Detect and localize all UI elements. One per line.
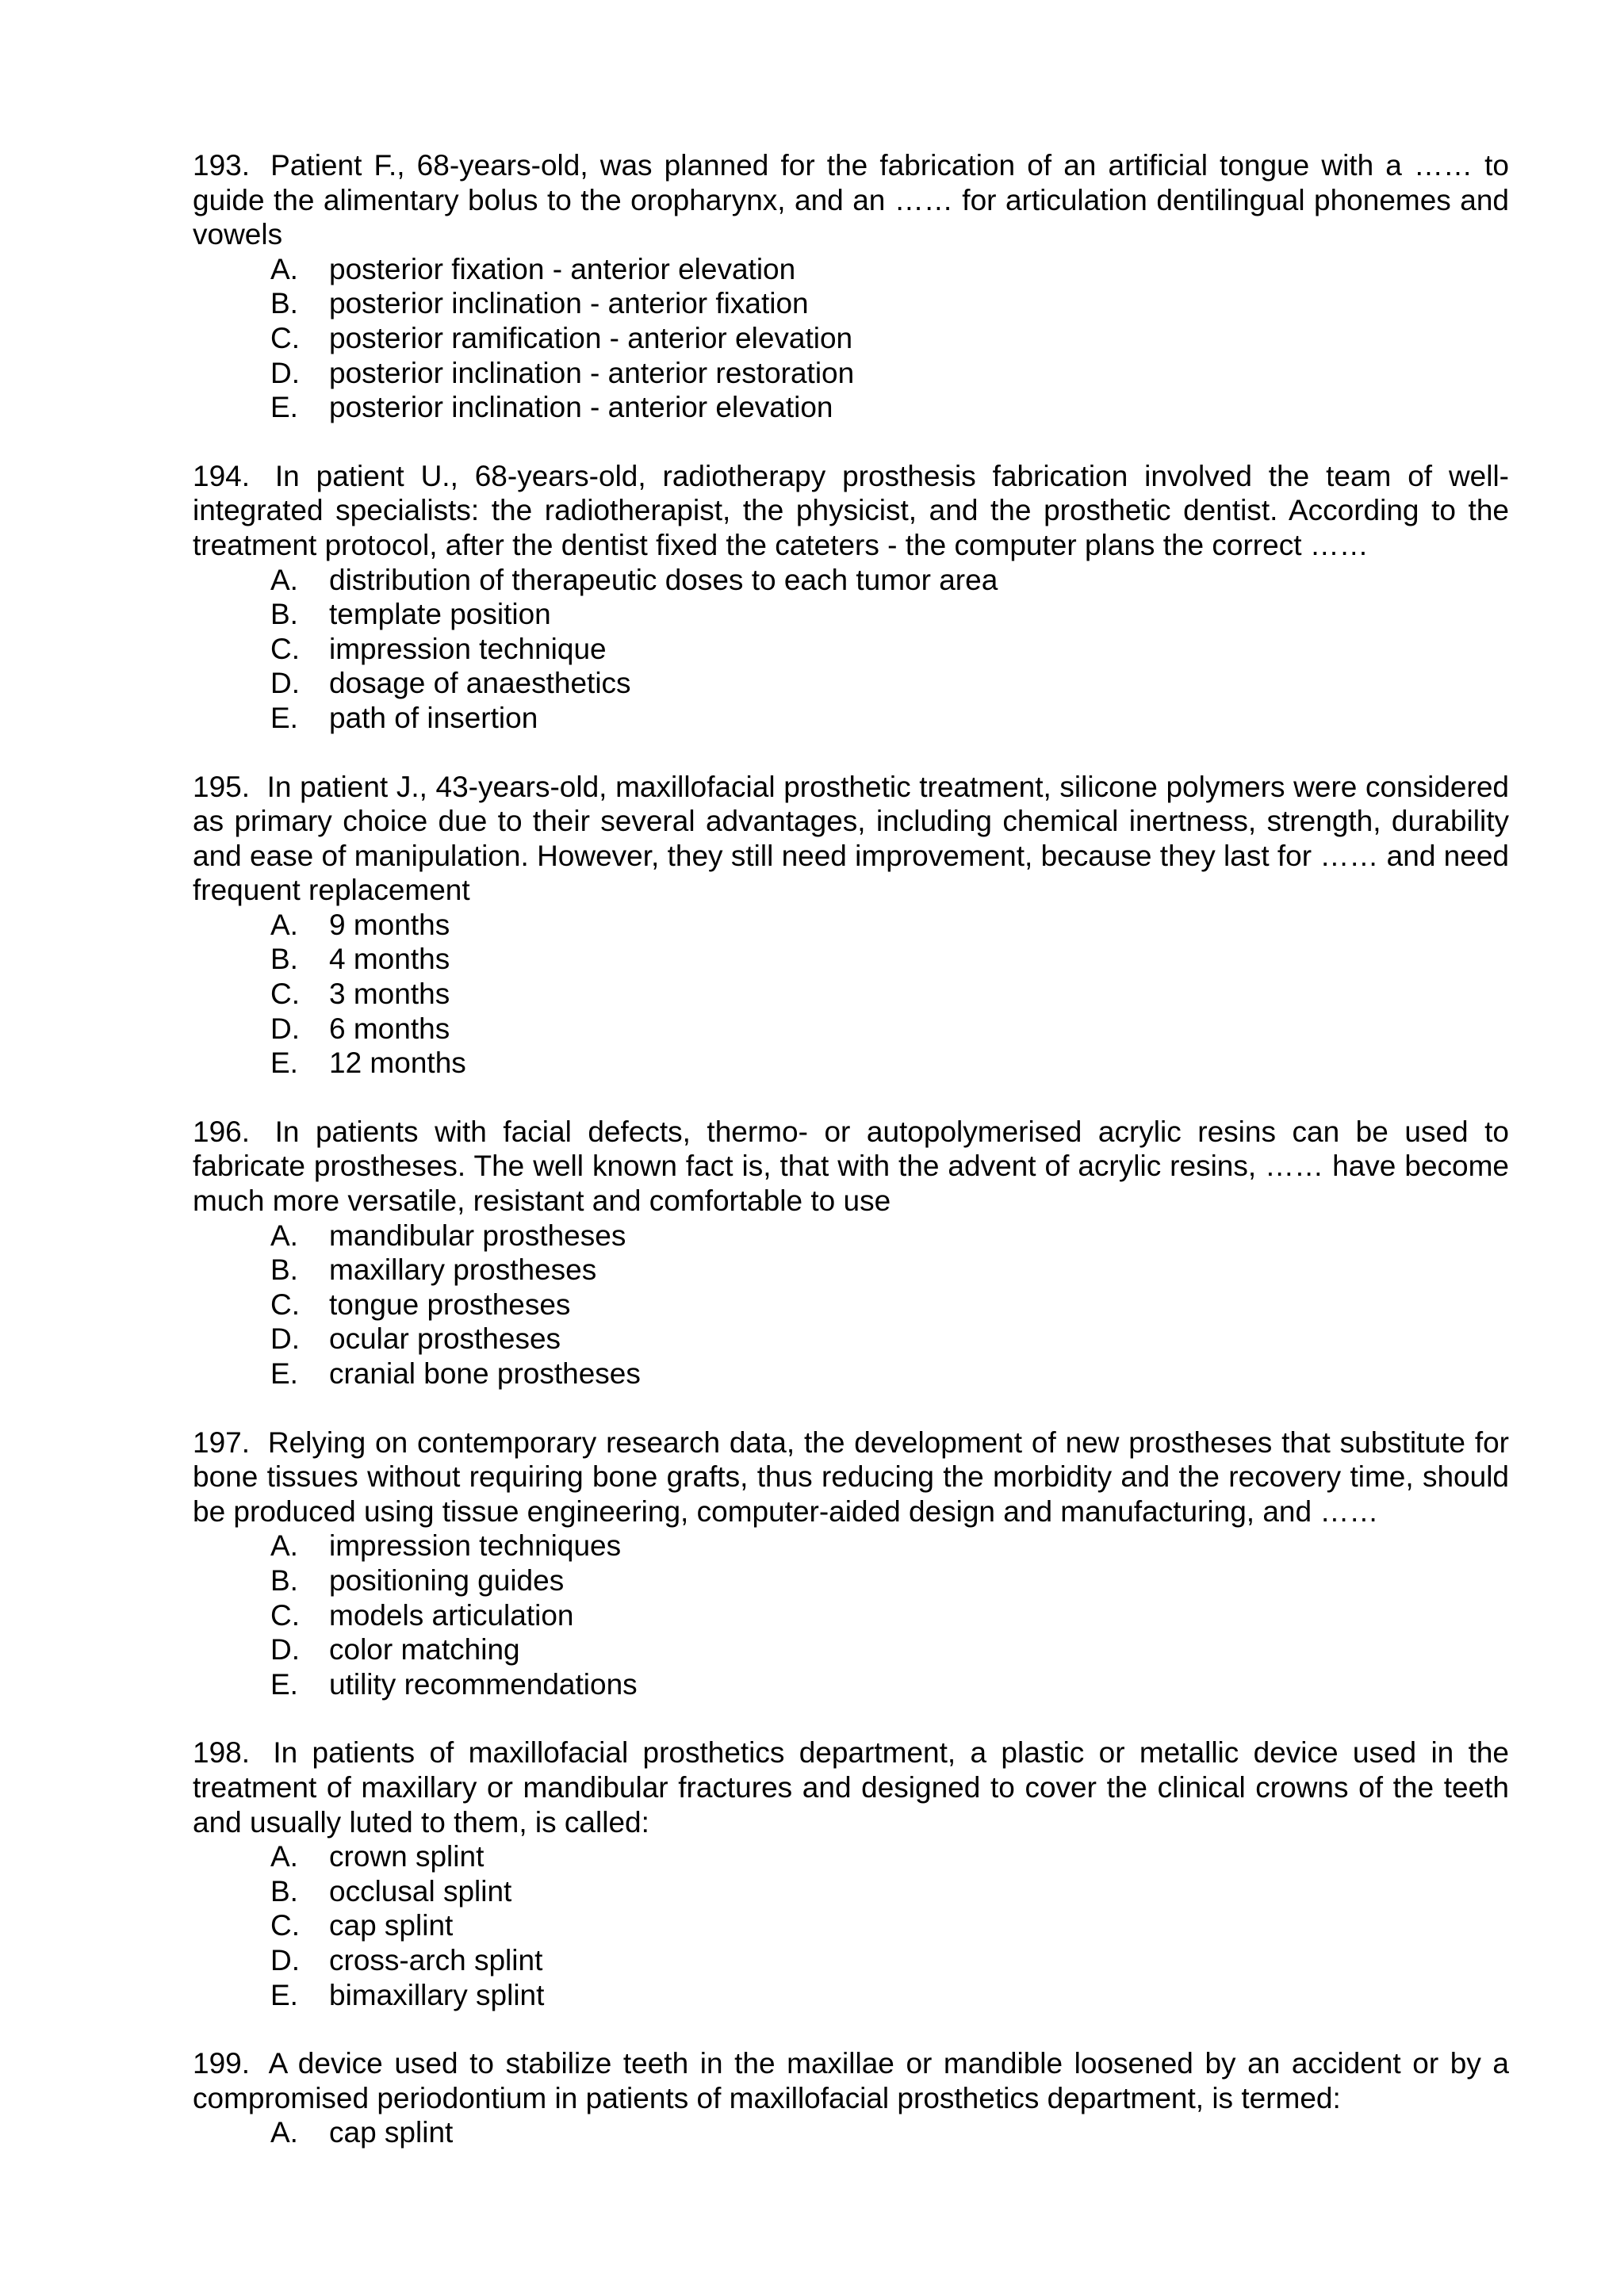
option-letter: A.: [270, 252, 298, 285]
question-text: In patient U., 68-years-old, radiotherapy prosthesis fabrication involved the team of well-integrated specialists: the radiotherapist, the physicist, and the prosthetic dentist. According to the treatment protocol, after the dentist fixed the cateters - the computer plans the correct ……: [193, 459, 1510, 561]
answer-option-d: [193, 1012, 1509, 1047]
option-letter: A.: [270, 1529, 298, 1563]
answer-option-d: [193, 1632, 1509, 1667]
question-stem: [193, 770, 1509, 908]
option-letter: E.: [270, 701, 298, 734]
question-number: 194.: [193, 459, 251, 492]
answer-option-a: [193, 908, 1509, 943]
option-letter: E.: [270, 1357, 298, 1390]
option-letter: B.: [270, 287, 298, 320]
option-letter: C.: [270, 1598, 300, 1632]
question-stem: [193, 1735, 1509, 1839]
answer-options: [193, 563, 1509, 736]
answer-options: [193, 1219, 1509, 1391]
option-text: color matching: [329, 1633, 520, 1667]
option-text: dosage of anaesthetics: [329, 667, 631, 700]
answer-option-b: [193, 942, 1509, 977]
answer-option-e: [193, 1978, 1509, 2013]
option-text: utility recommendations: [329, 1667, 638, 1701]
question-number: 197.: [193, 1425, 251, 1459]
question-number: 196.: [193, 1115, 251, 1148]
answer-option-e: [193, 1667, 1509, 1702]
option-text: tongue prostheses: [329, 1288, 571, 1321]
answer-option-c: [193, 1288, 1509, 1322]
option-text: occlusal splint: [329, 1874, 512, 1908]
answer-option-d: [193, 356, 1509, 391]
option-text: path of insertion: [329, 701, 538, 734]
answer-option-c: [193, 977, 1509, 1012]
option-text: impression technique: [329, 632, 607, 665]
question-number: 198.: [193, 1736, 251, 1770]
option-letter: D.: [270, 667, 300, 700]
answer-option-c: [193, 1908, 1509, 1943]
option-text: 6 months: [329, 1012, 450, 1045]
answer-options: [193, 2115, 1509, 2150]
question-197: [193, 1425, 1509, 1702]
option-letter: B.: [270, 1874, 298, 1908]
option-text: posterior ramification - anterior elevation: [329, 321, 853, 354]
option-letter: A.: [270, 2116, 298, 2149]
question-stem: [193, 1425, 1509, 1529]
answer-options: [193, 1839, 1509, 2012]
answer-option-b: [193, 597, 1509, 632]
question-text: A device used to stabilize teeth in the maxillae or mandible loosened by an accident or by a compromised periodontium in patients of maxillofacial prosthetics department, is termed:: [193, 2047, 1509, 2114]
option-text: posterior inclination - anterior restoration: [329, 356, 855, 389]
answer-option-d: [193, 1322, 1509, 1357]
option-letter: C.: [270, 978, 300, 1011]
option-text: maxillary prostheses: [329, 1253, 597, 1287]
answer-option-c: [193, 632, 1509, 667]
answer-option-a: [193, 2115, 1509, 2150]
question-stem: [193, 2046, 1509, 2115]
option-text: ocular prostheses: [329, 1322, 561, 1356]
option-text: template position: [329, 598, 551, 631]
option-text: cap splint: [329, 2116, 454, 2149]
answer-option-a: [193, 1529, 1509, 1563]
question-stem: [193, 459, 1509, 563]
option-letter: D.: [270, 1633, 300, 1667]
question-text: In patient J., 43-years-old, maxillofacial prosthetic treatment, silicone polymers were considered as primary choice due to their several advantages, including chemical inertness, strength, durability and ease of manipulation. However, they still need improvement, because they last for …… and need frequent replacement: [193, 770, 1509, 907]
answer-option-a: [193, 1839, 1509, 1874]
option-text: posterior inclination - anterior elevation: [329, 391, 833, 424]
option-letter: A.: [270, 1840, 298, 1873]
option-text: posterior fixation - anterior elevation: [329, 252, 796, 285]
option-text: cranial bone prostheses: [329, 1357, 641, 1390]
answer-option-e: [193, 390, 1509, 425]
option-text: positioning guides: [329, 1563, 565, 1597]
option-letter: E.: [270, 1667, 298, 1701]
answer-option-b: [193, 1874, 1509, 1909]
option-letter: C.: [270, 632, 300, 665]
answer-option-b: [193, 286, 1509, 321]
question-196: [193, 1115, 1509, 1391]
answer-option-d: [193, 1943, 1509, 1978]
question-198: [193, 1735, 1509, 2012]
option-text: 12 months: [329, 1047, 466, 1080]
option-letter: B.: [270, 598, 298, 631]
answer-option-e: [193, 1357, 1509, 1391]
answer-options: [193, 908, 1509, 1081]
option-text: 9 months: [329, 908, 450, 941]
option-letter: A.: [270, 563, 298, 596]
question-number: 193.: [193, 149, 251, 182]
question-number: 195.: [193, 770, 251, 803]
question-text: In patients of maxillofacial prosthetics department, a plastic or metallic device used in the treatment of maxillary or mandibular fractures and designed to cover the clinical crowns of the teeth and usually luted to them, is called:: [193, 1736, 1510, 1839]
option-letter: D.: [270, 1943, 300, 1976]
question-193: [193, 148, 1509, 425]
option-text: posterior inclination - anterior fixation: [329, 287, 809, 320]
option-text: 4 months: [329, 943, 450, 976]
answer-option-e: [193, 1046, 1509, 1081]
question-number: 199.: [193, 2047, 251, 2080]
option-letter: D.: [270, 1322, 300, 1356]
option-text: 3 months: [329, 978, 450, 1011]
option-text: impression techniques: [329, 1529, 622, 1563]
option-letter: E.: [270, 391, 298, 424]
option-text: cross-arch splint: [329, 1943, 543, 1976]
answer-option-e: [193, 701, 1509, 736]
answer-option-d: [193, 666, 1509, 701]
question-text: In patients with facial defects, thermo- or autopolymerised acrylic resins can be used to fabricate prostheses. The well known fact is, that with the advent of acrylic resins, …… have become much more versatile, resistant and comfortable to use: [193, 1115, 1509, 1218]
option-letter: C.: [270, 1909, 300, 1942]
answer-options: [193, 1529, 1509, 1701]
question-195: [193, 770, 1509, 1081]
answer-option-b: [193, 1253, 1509, 1288]
option-text: bimaxillary splint: [329, 1978, 545, 2011]
question-list: [193, 148, 1509, 2184]
answer-option-c: [193, 321, 1509, 356]
answer-options: [193, 252, 1509, 425]
answer-option-a: [193, 1219, 1509, 1253]
question-199: [193, 2046, 1509, 2150]
option-letter: A.: [270, 1219, 298, 1252]
question-stem: [193, 1115, 1509, 1219]
answer-option-b: [193, 1563, 1509, 1598]
question-194: [193, 459, 1509, 736]
answer-option-a: [193, 563, 1509, 598]
option-letter: A.: [270, 908, 298, 941]
answer-option-c: [193, 1598, 1509, 1633]
question-stem: [193, 148, 1509, 252]
option-letter: D.: [270, 356, 300, 389]
option-text: mandibular prostheses: [329, 1219, 626, 1252]
question-text: Relying on contemporary research data, the development of new prostheses that substitute for bone tissues without requiring bone grafts, thus reducing the morbidity and the recovery time, should be produced using tissue engineering, computer-aided design and manufacturing, and ……: [193, 1425, 1509, 1528]
answer-option-a: [193, 252, 1509, 287]
option-letter: D.: [270, 1012, 300, 1045]
option-letter: B.: [270, 943, 298, 976]
option-text: distribution of therapeutic doses to each tumor area: [329, 563, 998, 596]
option-letter: C.: [270, 321, 300, 354]
option-text: crown splint: [329, 1840, 485, 1873]
option-text: cap splint: [329, 1909, 454, 1942]
option-letter: E.: [270, 1978, 298, 2011]
option-letter: B.: [270, 1253, 298, 1287]
option-letter: B.: [270, 1563, 298, 1597]
option-letter: E.: [270, 1047, 298, 1080]
question-text: Patient F., 68-years-old, was planned for the fabrication of an artificial tongue with a …… to guide the alimentary bolus to the oropharynx, and an …… for articulation dentilingual phonemes and vowels: [193, 149, 1510, 251]
option-text: models articulation: [329, 1598, 574, 1632]
option-letter: C.: [270, 1288, 300, 1321]
